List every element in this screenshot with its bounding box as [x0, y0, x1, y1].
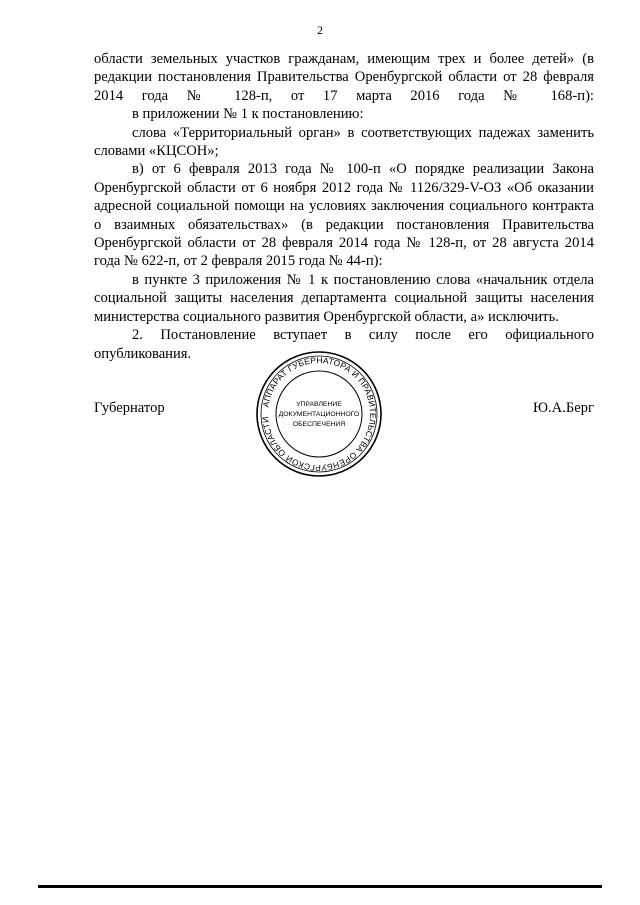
seal-outer-text: АППАРАТ ГУБЕРНАТОРА И ПРАВИТЕЛЬСТВА ОРЕНБУРГСКОЙ ОБЛАСТИ: [259, 354, 379, 474]
paragraph-effective-date: 2. Постановление вступает в силу после его официального опубликования.: [94, 327, 594, 362]
official-seal: [255, 350, 383, 478]
signature-name: Ю.А.Берг: [533, 400, 594, 416]
paragraph-point-3: в пункте 3 приложения № 1 к постановлению слова «начальник отдела социальной защиты населения департамента социальной защиты населения министерства социального развития Оренбургской области, а» исключить.: [94, 271, 594, 325]
signature-title: Губернатор: [94, 400, 165, 416]
paragraph-appendix-ref: в приложении № 1 к постановлению:: [132, 106, 364, 123]
page-number: 2: [317, 23, 323, 37]
footer-rule: [38, 885, 602, 888]
seal-line-2: ДОКУМЕНТАЦИОННОГО: [278, 411, 360, 418]
paragraph-item-v: в) от 6 февраля 2013 года № 100-п «О порядке реализации Закона Оренбургской области от 6 ноября 2012 года № 1126/329-V-ОЗ «Об оказании адресной социальной помощи на условиях заключения социального контракта о взаимных обязательствах» (в редакции постановления Правительства Оренбургской области от 28 февраля 2014 года № 128-п, от 28 августа 2014 года № 622-п, от 2 февраля 2015 года № 44-п):: [94, 161, 594, 270]
document-body: [94, 50, 594, 363]
seal-line-3: ОБЕСПЕЧЕНИЯ: [292, 421, 346, 428]
paragraph-words-replacement: слова «Территориальный орган» в соответствующих падежах заменить словами «КЦСОН»;: [94, 124, 594, 160]
seal-line-1: УПРАВЛЕНИЕ: [296, 401, 342, 408]
paragraph-continuation: области земельных участков гражданам, имеющим трех и более детей» (в редакции постановления Правительства Оренбургской области от 28 февраля 2014 года № 128-п, от 17 марта 2016 года № 168-п):: [94, 51, 594, 104]
